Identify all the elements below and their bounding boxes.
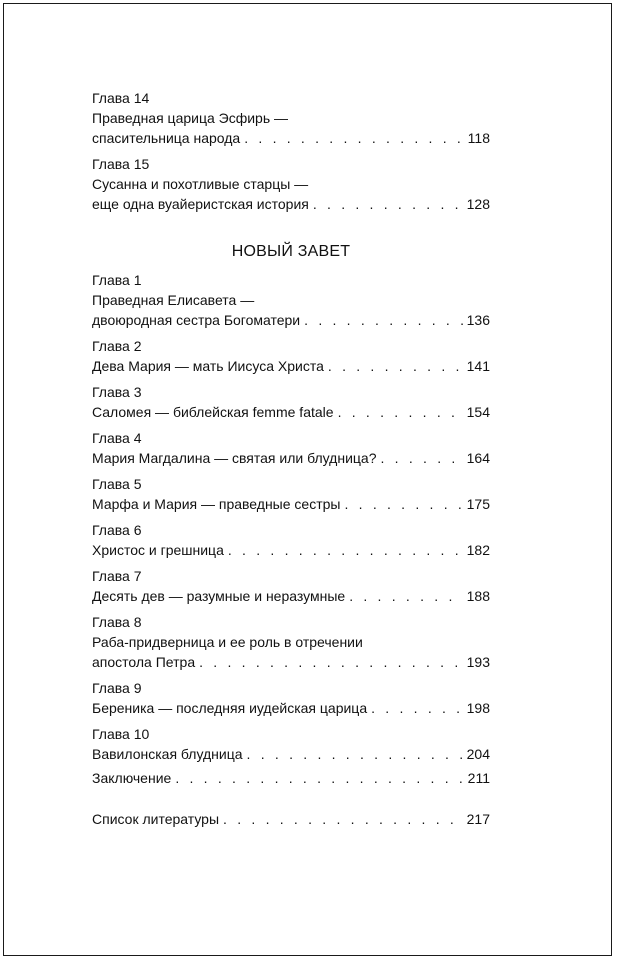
entry-title: Марфа и Мария — праведные сестры — [92, 496, 341, 512]
chapter-label: Глава 3 — [92, 384, 142, 400]
toc-entry[interactable] — [92, 474, 490, 514]
entry-title: Мария Магдалина — святая или блудница? — [92, 450, 377, 466]
old-testament-entries — [92, 88, 490, 214]
entry-title: Праведная Елисавета — — [92, 292, 255, 308]
toc-entry[interactable] — [92, 382, 490, 422]
entry-title: Христос и грешница — [92, 542, 224, 558]
leader-dots — [247, 744, 463, 764]
page-number: 193 — [466, 654, 490, 670]
entry-title: апостола Петра — [92, 654, 196, 670]
chapter-label: Глава 8 — [92, 614, 142, 630]
entry-title: еще одна вуайеристская история — [92, 196, 309, 212]
entry-title: Десять дев — разумные и неразумные — [92, 588, 346, 604]
leader-dots — [228, 540, 463, 560]
leader-dots — [175, 768, 463, 788]
toc-entry[interactable] — [92, 678, 490, 718]
page-number: 198 — [466, 700, 490, 716]
chapter-label: Глава 15 — [92, 156, 150, 172]
chapter-label: Глава 1 — [92, 272, 142, 288]
new-testament-entries — [92, 270, 490, 764]
leader-dots — [338, 402, 463, 422]
page-number: 118 — [467, 130, 490, 146]
leader-dots — [328, 356, 463, 376]
chapter-label: Глава 14 — [92, 90, 150, 106]
chapter-label: Глава 5 — [92, 476, 142, 492]
chapter-label: Глава 2 — [92, 338, 142, 354]
toc-entry-bibliography[interactable] — [92, 809, 490, 829]
toc-entry[interactable] — [92, 520, 490, 560]
entry-title: спасительница народа — [92, 130, 241, 146]
leader-dots — [344, 494, 462, 514]
toc-entry[interactable] — [92, 336, 490, 376]
page-number: 164 — [466, 450, 490, 466]
toc-entry[interactable] — [92, 566, 490, 606]
page-number: 175 — [466, 496, 490, 512]
entry-title: Саломея — библейская femme fatale — [92, 404, 334, 420]
chapter-label: Глава 7 — [92, 568, 142, 584]
entry-title: Праведная царица Эсфирь — — [92, 110, 289, 126]
page-number: 141 — [466, 358, 490, 374]
entry-title: Дева Мария — мать Иисуса Христа — [92, 358, 324, 374]
page-number: 204 — [466, 746, 490, 762]
leader-dots — [371, 698, 463, 718]
toc-entry[interactable] — [92, 724, 490, 764]
entry-title: Заключение — [92, 770, 172, 786]
toc-entry[interactable] — [92, 428, 490, 468]
entry-title: Сусанна и похотливые старцы — — [92, 176, 309, 192]
toc-entry[interactable] — [92, 270, 490, 330]
page-number: 217 — [466, 811, 490, 827]
chapter-label: Глава 4 — [92, 430, 142, 446]
entry-title: двоюродная сестра Богоматери — [92, 312, 301, 328]
leader-dots — [199, 652, 463, 672]
toc-entry-conclusion[interactable] — [92, 768, 490, 788]
page-number: 154 — [466, 404, 490, 420]
leader-dots — [304, 310, 463, 330]
page-number: 211 — [467, 770, 490, 786]
entry-title: Вавилонская блудница — [92, 746, 243, 762]
leader-dots — [380, 448, 462, 468]
toc-entry[interactable] — [92, 612, 490, 672]
page-number: 136 — [466, 312, 490, 328]
leader-dots — [313, 194, 463, 214]
leader-dots — [244, 128, 463, 148]
page-number: 182 — [466, 542, 490, 558]
book-page — [3, 3, 612, 956]
leader-dots — [349, 586, 462, 606]
chapter-label: Глава 10 — [92, 726, 150, 742]
toc-entry[interactable] — [92, 88, 490, 148]
entry-title: Береника — последняя иудейская царица — [92, 700, 368, 716]
entry-title: Раба-придверница и ее роль в отречении — [92, 634, 363, 650]
toc-entry[interactable] — [92, 154, 490, 214]
chapter-label: Глава 9 — [92, 680, 142, 696]
page-number: 128 — [466, 196, 490, 212]
entry-title: Список литературы — [92, 811, 220, 827]
section-title-new-testament: НОВЫЙ ЗАВЕТ — [231, 243, 351, 260]
leader-dots — [223, 809, 463, 829]
chapter-label: Глава 6 — [92, 522, 142, 538]
page-number: 188 — [466, 588, 490, 604]
